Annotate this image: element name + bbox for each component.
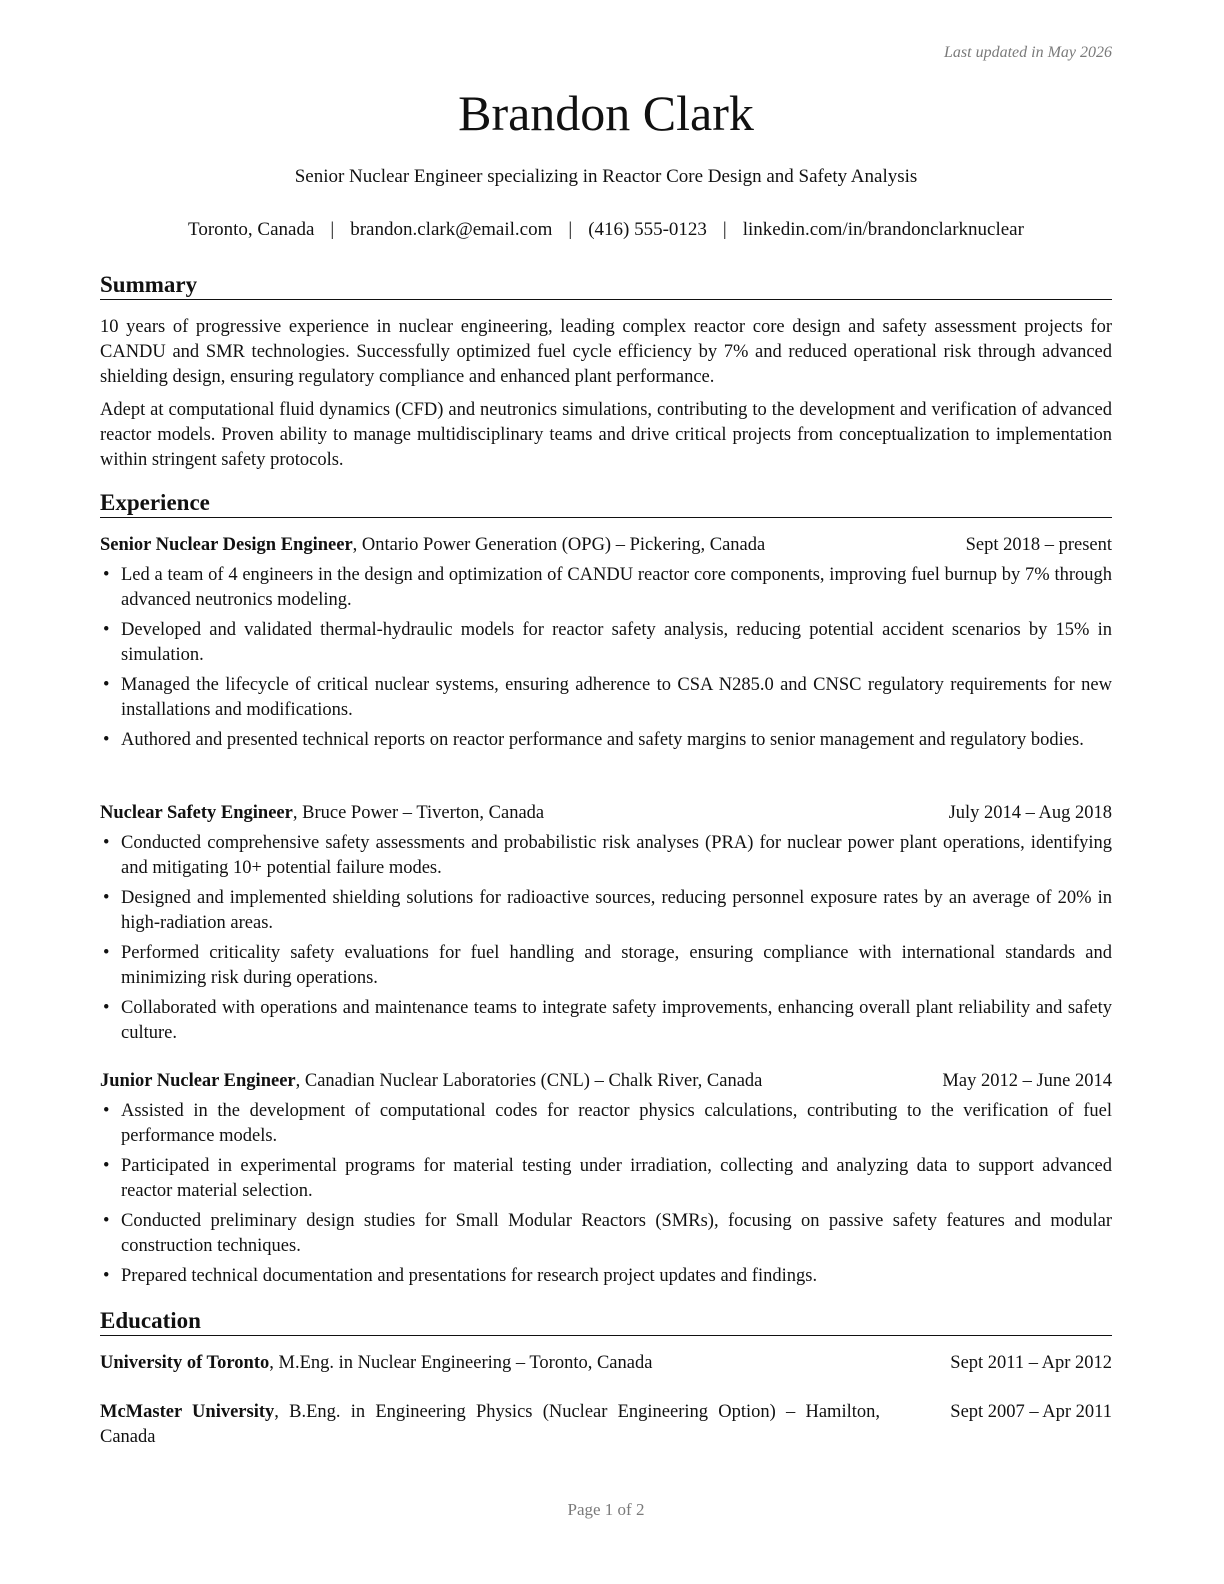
- education-dates: Sept 2007 – Apr 2011: [950, 1402, 1112, 1422]
- list-item: • Developed and validated thermal-hydraulic models for reactor safety analysis, reducing potential accident scenarios by 15% in simulation.: [103, 620, 1112, 665]
- bullet-icon: •: [103, 565, 110, 585]
- candidate-name: Brandon Clark: [458, 85, 754, 141]
- contact-phone[interactable]: (416) 555-0123: [588, 219, 707, 240]
- job-bullets: [100, 1099, 1112, 1294]
- contact-email[interactable]: brandon.clark@email.com: [350, 219, 553, 240]
- contact-linkedin[interactable]: linkedin.com/in/brandonclarknuclear: [742, 219, 1024, 240]
- job-heading: [100, 1069, 1112, 1094]
- bullet-icon: •: [103, 943, 110, 963]
- summary-paragraph: Adept at computational fluid dynamics (CFD) and neutronics simulations, contributing to the development and verification of advanced reactor models. Proven ability to manage multidisciplinary teams and drive critical projects from conceptualization to implementation within stringent safety protocols.: [100, 400, 1112, 470]
- job-dates: May 2012 – June 2014: [942, 1071, 1112, 1091]
- list-item: • Conducted comprehensive safety assessments and probabilistic risk analyses (PRA) for nuclear power plant operations, identifying and mitigating 10+ potential failure modes.: [103, 833, 1112, 878]
- list-item: • Authored and presented technical reports on reactor performance and safety margins to senior management and regulatory bodies.: [100, 728, 1112, 753]
- headline: Senior Nuclear Engineer specializing in Reactor Core Design and Safety Analysis: [294, 166, 918, 187]
- degree-detail: , B.Eng. in Engineering Physics (Nuclear Engineering Option) – Hamilton, Canada: [100, 1402, 880, 1447]
- bullet-icon: •: [103, 620, 110, 640]
- list-item: • Performed criticality safety evaluations for fuel handling and storage, ensuring compliance with international standards and minimizing risk during operations.: [103, 943, 1112, 988]
- contact-location: Toronto, Canada: [188, 219, 315, 240]
- contact-separator: |: [722, 219, 727, 240]
- list-item: • Led a team of 4 engineers in the design and optimization of CANDU reactor core components, improving fuel burnup by 7% through advanced neutronics modeling.: [103, 565, 1112, 610]
- bullet-icon: •: [103, 1156, 110, 1176]
- section-title-experience: Experience: [100, 489, 1112, 518]
- list-item: • Collaborated with operations and maintenance teams to integrate safety improvements, enhancing overall plant reliability and safety culture.: [103, 998, 1112, 1043]
- job-dates: Sept 2018 – present: [965, 535, 1112, 555]
- bullet-icon: •: [103, 1211, 110, 1231]
- page-number: Page 1 of 2: [567, 1500, 645, 1519]
- job-bullets: [100, 563, 1112, 758]
- bullet-icon: •: [103, 998, 110, 1018]
- summary-paragraph: 10 years of progressive experience in nuclear engineering, leading complex reactor core design and safety assessment projects for CANDU and SMR technologies. Successfully optimized fuel cycle efficiency by 7% and reduced operational risk through advanced shielding design, ensuring regulatory compliance and enhanced plant performance.: [100, 317, 1112, 387]
- job-heading: [100, 533, 1112, 558]
- contact-line: [100, 219, 1112, 241]
- job-bullets: [100, 831, 1112, 1051]
- job-org: , Canadian Nuclear Laboratories (CNL) – Chalk River, Canada: [295, 1071, 763, 1091]
- job-role: Junior Nuclear Engineer: [100, 1071, 296, 1091]
- education-dates: Sept 2011 – Apr 2012: [950, 1353, 1112, 1373]
- job-org: , Bruce Power – Tiverton, Canada: [292, 803, 545, 823]
- bullet-icon: •: [103, 1266, 110, 1286]
- bullet-icon: •: [103, 1101, 110, 1121]
- list-item: • Designed and implemented shielding solutions for radioactive sources, reducing personnel exposure rates by an average of 20% in high-radiation areas.: [103, 888, 1112, 933]
- bullet-icon: •: [103, 675, 110, 695]
- list-item: • Prepared technical documentation and presentations for research project updates and findings.: [100, 1264, 1112, 1289]
- job-dates: July 2014 – Aug 2018: [948, 803, 1112, 823]
- section-title-summary: Summary: [100, 271, 1112, 300]
- list-item: • Conducted preliminary design studies for Small Modular Reactors (SMRs), focusing on passive safety features and modular construction techniques.: [103, 1211, 1112, 1256]
- list-item: • Managed the lifecycle of critical nuclear systems, ensuring adherence to CSA N285.0 and CNSC regulatory requirements for new installations and modifications.: [103, 675, 1112, 720]
- bullet-icon: •: [103, 730, 110, 750]
- last-updated: Last updated in May 2026: [944, 44, 1112, 61]
- contact-separator: |: [330, 219, 335, 240]
- bullet-icon: •: [103, 833, 110, 853]
- section-title-education: Education: [100, 1307, 1112, 1336]
- contact-separator: |: [568, 219, 573, 240]
- job-heading: [100, 801, 1112, 826]
- school-name: McMaster University: [100, 1402, 275, 1422]
- job-org: , Ontario Power Generation (OPG) – Pickering, Canada: [352, 535, 766, 555]
- bullet-icon: •: [103, 888, 110, 908]
- education-entry: [100, 1351, 1112, 1376]
- job-role: Senior Nuclear Design Engineer: [100, 535, 353, 555]
- school-name: University of Toronto: [100, 1353, 270, 1373]
- list-item: • Participated in experimental programs for material testing under irradiation, collecting and analyzing data to support advanced reactor material selection.: [103, 1156, 1112, 1201]
- list-item: • Assisted in the development of computational codes for reactor physics calculations, contributing to the verification of fuel performance models.: [103, 1101, 1112, 1146]
- job-role: Nuclear Safety Engineer: [100, 803, 293, 823]
- education-entry: [100, 1400, 1112, 1450]
- degree-detail: , M.Eng. in Nuclear Engineering – Toronto, Canada: [269, 1353, 653, 1373]
